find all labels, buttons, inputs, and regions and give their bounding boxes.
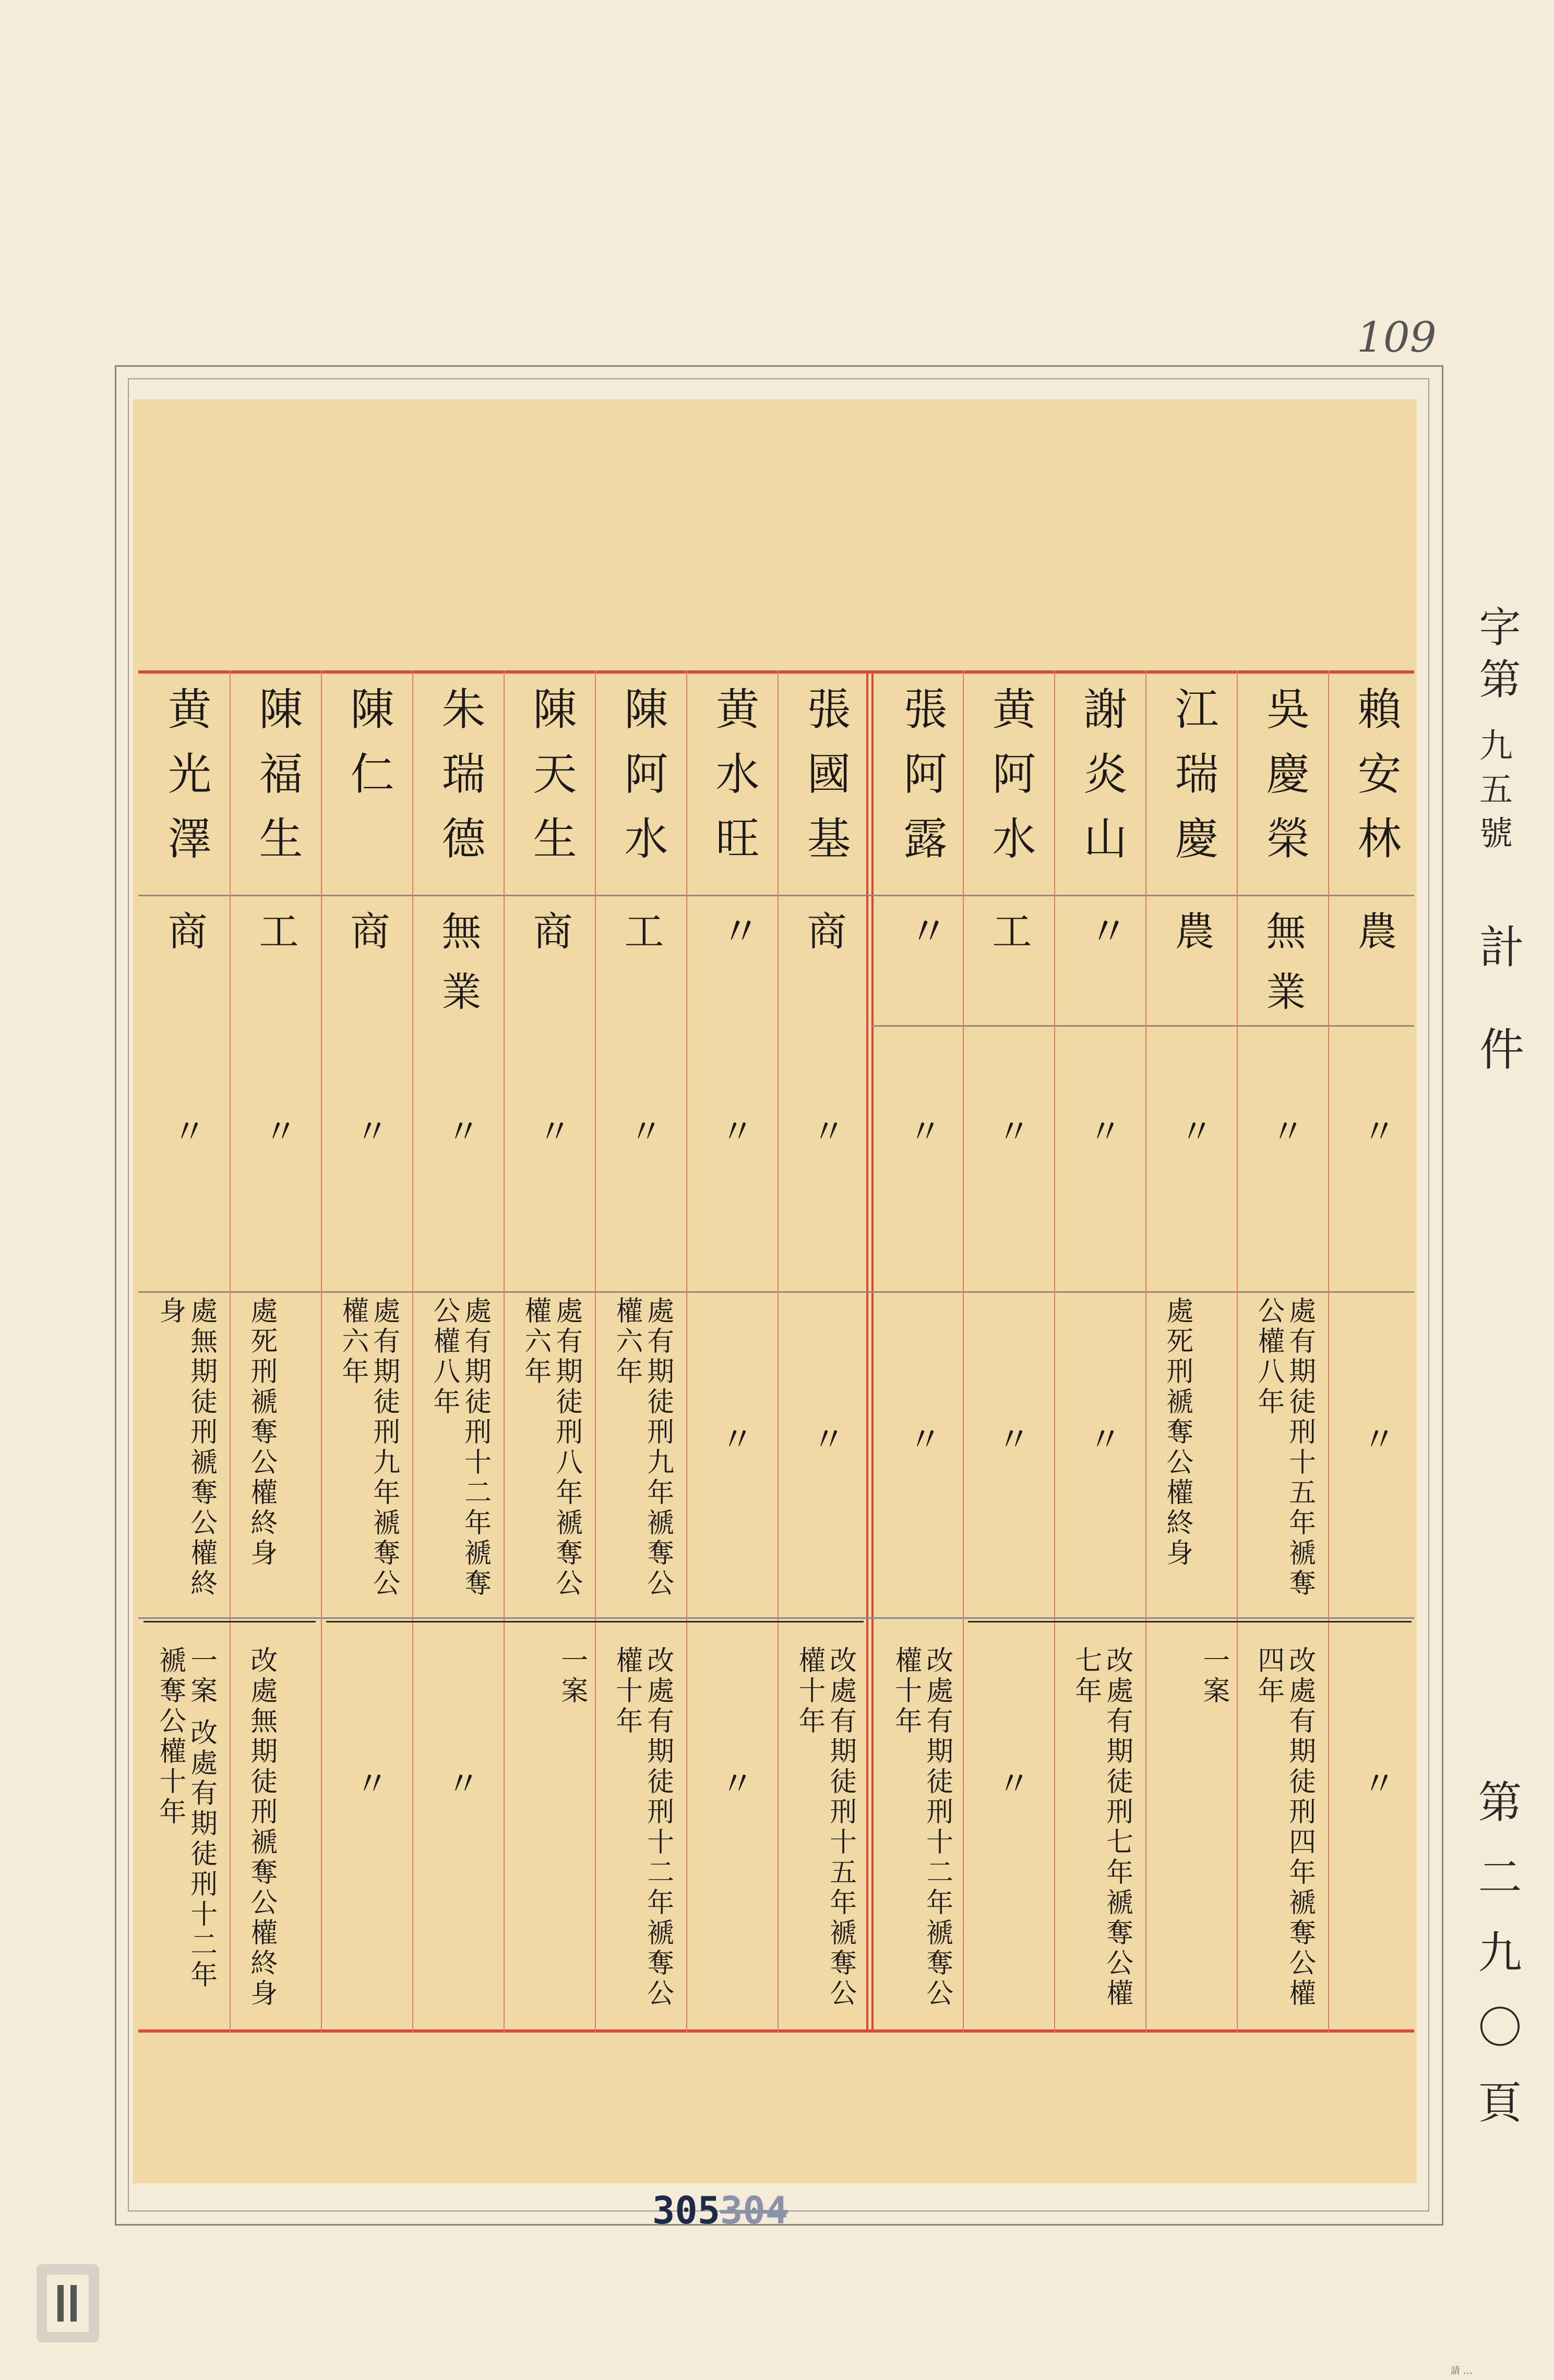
record-sentence: 處有期徒刑十二年褫奪公權八年 xyxy=(428,1296,491,1599)
page-number: 第二九〇頁 xyxy=(1471,1779,1522,2155)
record-name: 陳天生 xyxy=(526,686,577,880)
record-occupation: 工 xyxy=(986,910,1032,971)
record-occupation: 商 xyxy=(527,910,573,971)
record-name: 陳阿水 xyxy=(617,686,668,880)
record-sentence: 處死刑褫奪公權終身 xyxy=(1161,1296,1193,1569)
record-amendment: 改處有期徒刑十二年褫奪公權十年 xyxy=(890,1646,953,2009)
record-amendment: 改處有期徒刑十五年褫奪公權十年 xyxy=(793,1646,856,2009)
record-name: 謝炎山 xyxy=(1077,686,1128,880)
record-11: 陳仁 商 〃 處有期徒刑九年褫奪公權六年 〃 xyxy=(337,686,400,1820)
record-occupation: 〃 xyxy=(714,910,761,971)
record-6: 張國基 商 〃 〃 改處有期徒刑十五年褫奪公權十年 xyxy=(778,670,868,2033)
record-occupation: 〃 xyxy=(1082,910,1129,971)
record-sentence: 處有期徒刑十五年褫奪公權八年 xyxy=(1252,1296,1316,1599)
record-name: 張阿露 xyxy=(896,686,948,880)
group-brace-3 xyxy=(144,1609,316,1622)
record-occupation: 〃 xyxy=(902,910,949,971)
record-name: 陳福生 xyxy=(252,686,303,880)
register-table xyxy=(138,670,1414,2037)
record-8: 陳阿水 工 〃 處有期徒刑九年褫奪公權六年 改處有期徒刑十二年褫奪公權十年 xyxy=(595,670,686,2033)
record-0: 賴安林 農 〃 〃 〃 xyxy=(1350,686,1402,1820)
record-amendment: 改處有期徒刑七年褫奪公權七年 xyxy=(1070,1646,1133,2009)
folio-number: 109 xyxy=(1357,313,1437,362)
record-3: 謝炎山 〃 〃 〃 改處有期徒刑七年褫奪公權七年 xyxy=(1054,670,1145,2033)
record-name: 朱瑞德 xyxy=(435,686,486,880)
record-1: 吳慶榮 無業 〃 處有期徒刑十五年褫奪公權八年 改處有期徒刑四年褫奪公權四年 xyxy=(1237,670,1328,2033)
record-name: 吳慶榮 xyxy=(1259,686,1310,880)
stamp-number: 305 xyxy=(652,2189,721,2232)
group-brace-1 xyxy=(968,1609,1412,1622)
record-name: 黄水旺 xyxy=(709,686,760,880)
record-4: 黄阿水 工 〃 〃 〃 xyxy=(985,686,1036,1820)
record-name: 陳仁 xyxy=(343,686,395,815)
record-occupation: 農 xyxy=(1351,910,1397,971)
record-sentence: 處有期徒刑九年褫奪公權六年 xyxy=(611,1296,674,1599)
volume-label: 字第 xyxy=(1472,605,1521,710)
record-5: 張阿露 〃 〃 〃 改處有期徒刑十二年褫奪公權十年 xyxy=(874,670,965,2033)
stamp-old-number: 304 xyxy=(720,2189,788,2232)
archive-stamp xyxy=(652,2189,788,2232)
record-sentence: 處死刑褫奪公權終身 xyxy=(245,1296,277,1569)
record-amendment: 改處有期徒刑四年褫奪公權四年 xyxy=(1252,1646,1316,2009)
group-brace-2 xyxy=(326,1609,864,1622)
record-9: 陳天生 商 〃 處有期徒刑八年褫奪公權六年 一案 xyxy=(504,670,594,2033)
group-label: 一案 xyxy=(1198,1646,1229,1706)
record-occupation: 工 xyxy=(618,910,664,971)
case-type: 計件 xyxy=(1472,923,1524,1128)
record-name: 賴安林 xyxy=(1350,686,1402,880)
record-name: 江瑞慶 xyxy=(1168,686,1219,880)
record-13: 黄光澤 商 〃 處無期徒刑褫奪公權終身 一案 改處有期徒刑十二年褫奪公權十年 xyxy=(138,670,229,2033)
record-occupation: 商 xyxy=(344,910,390,971)
record-name: 黄光澤 xyxy=(161,686,212,880)
record-10: 朱瑞德 無業 〃 處有期徒刑十二年褫奪公權八年 〃 xyxy=(428,686,491,1820)
center-rule-2 xyxy=(871,670,874,2033)
record-occupation: 無業 xyxy=(435,910,482,1031)
record-12: 陳福生 工 〃 處死刑褫奪公權終身 改處無期徒刑褫奪公權終身 xyxy=(230,670,320,2033)
record-occupation: 商 xyxy=(800,910,847,971)
record-amendment: 改處有期徒刑十二年褫奪公權十年 xyxy=(611,1646,674,2009)
record-sentence: 處有期徒刑八年褫奪公權六年 xyxy=(519,1296,582,1599)
record-2: 江瑞慶 農 〃 處死刑褫奪公權終身 一案 xyxy=(1145,670,1236,2033)
record-occupation: 無業 xyxy=(1260,910,1306,1031)
volume-number: 九五號 xyxy=(1474,728,1512,859)
record-name: 張國基 xyxy=(800,686,851,880)
group-label: 一案 xyxy=(556,1646,588,1706)
record-occupation: 工 xyxy=(253,910,299,971)
record-occupation: 農 xyxy=(1168,910,1215,971)
record-sentence: 處無期徒刑褫奪公權終身 xyxy=(154,1296,217,1599)
footer-note: 請 … xyxy=(1451,2365,1473,2376)
archive-logo-icon xyxy=(31,2254,104,2348)
record-occupation: 商 xyxy=(161,910,208,971)
record-name: 黄阿水 xyxy=(985,686,1036,880)
record-amendment: 改處無期徒刑褫奪公權終身 xyxy=(245,1646,277,2009)
record-sentence: 處有期徒刑九年褫奪公權六年 xyxy=(337,1296,400,1599)
record-amendment: 一案 改處有期徒刑十二年褫奪公權十年 xyxy=(154,1646,217,1991)
record-7: 黄水旺 〃 〃 〃 〃 xyxy=(709,686,761,1820)
